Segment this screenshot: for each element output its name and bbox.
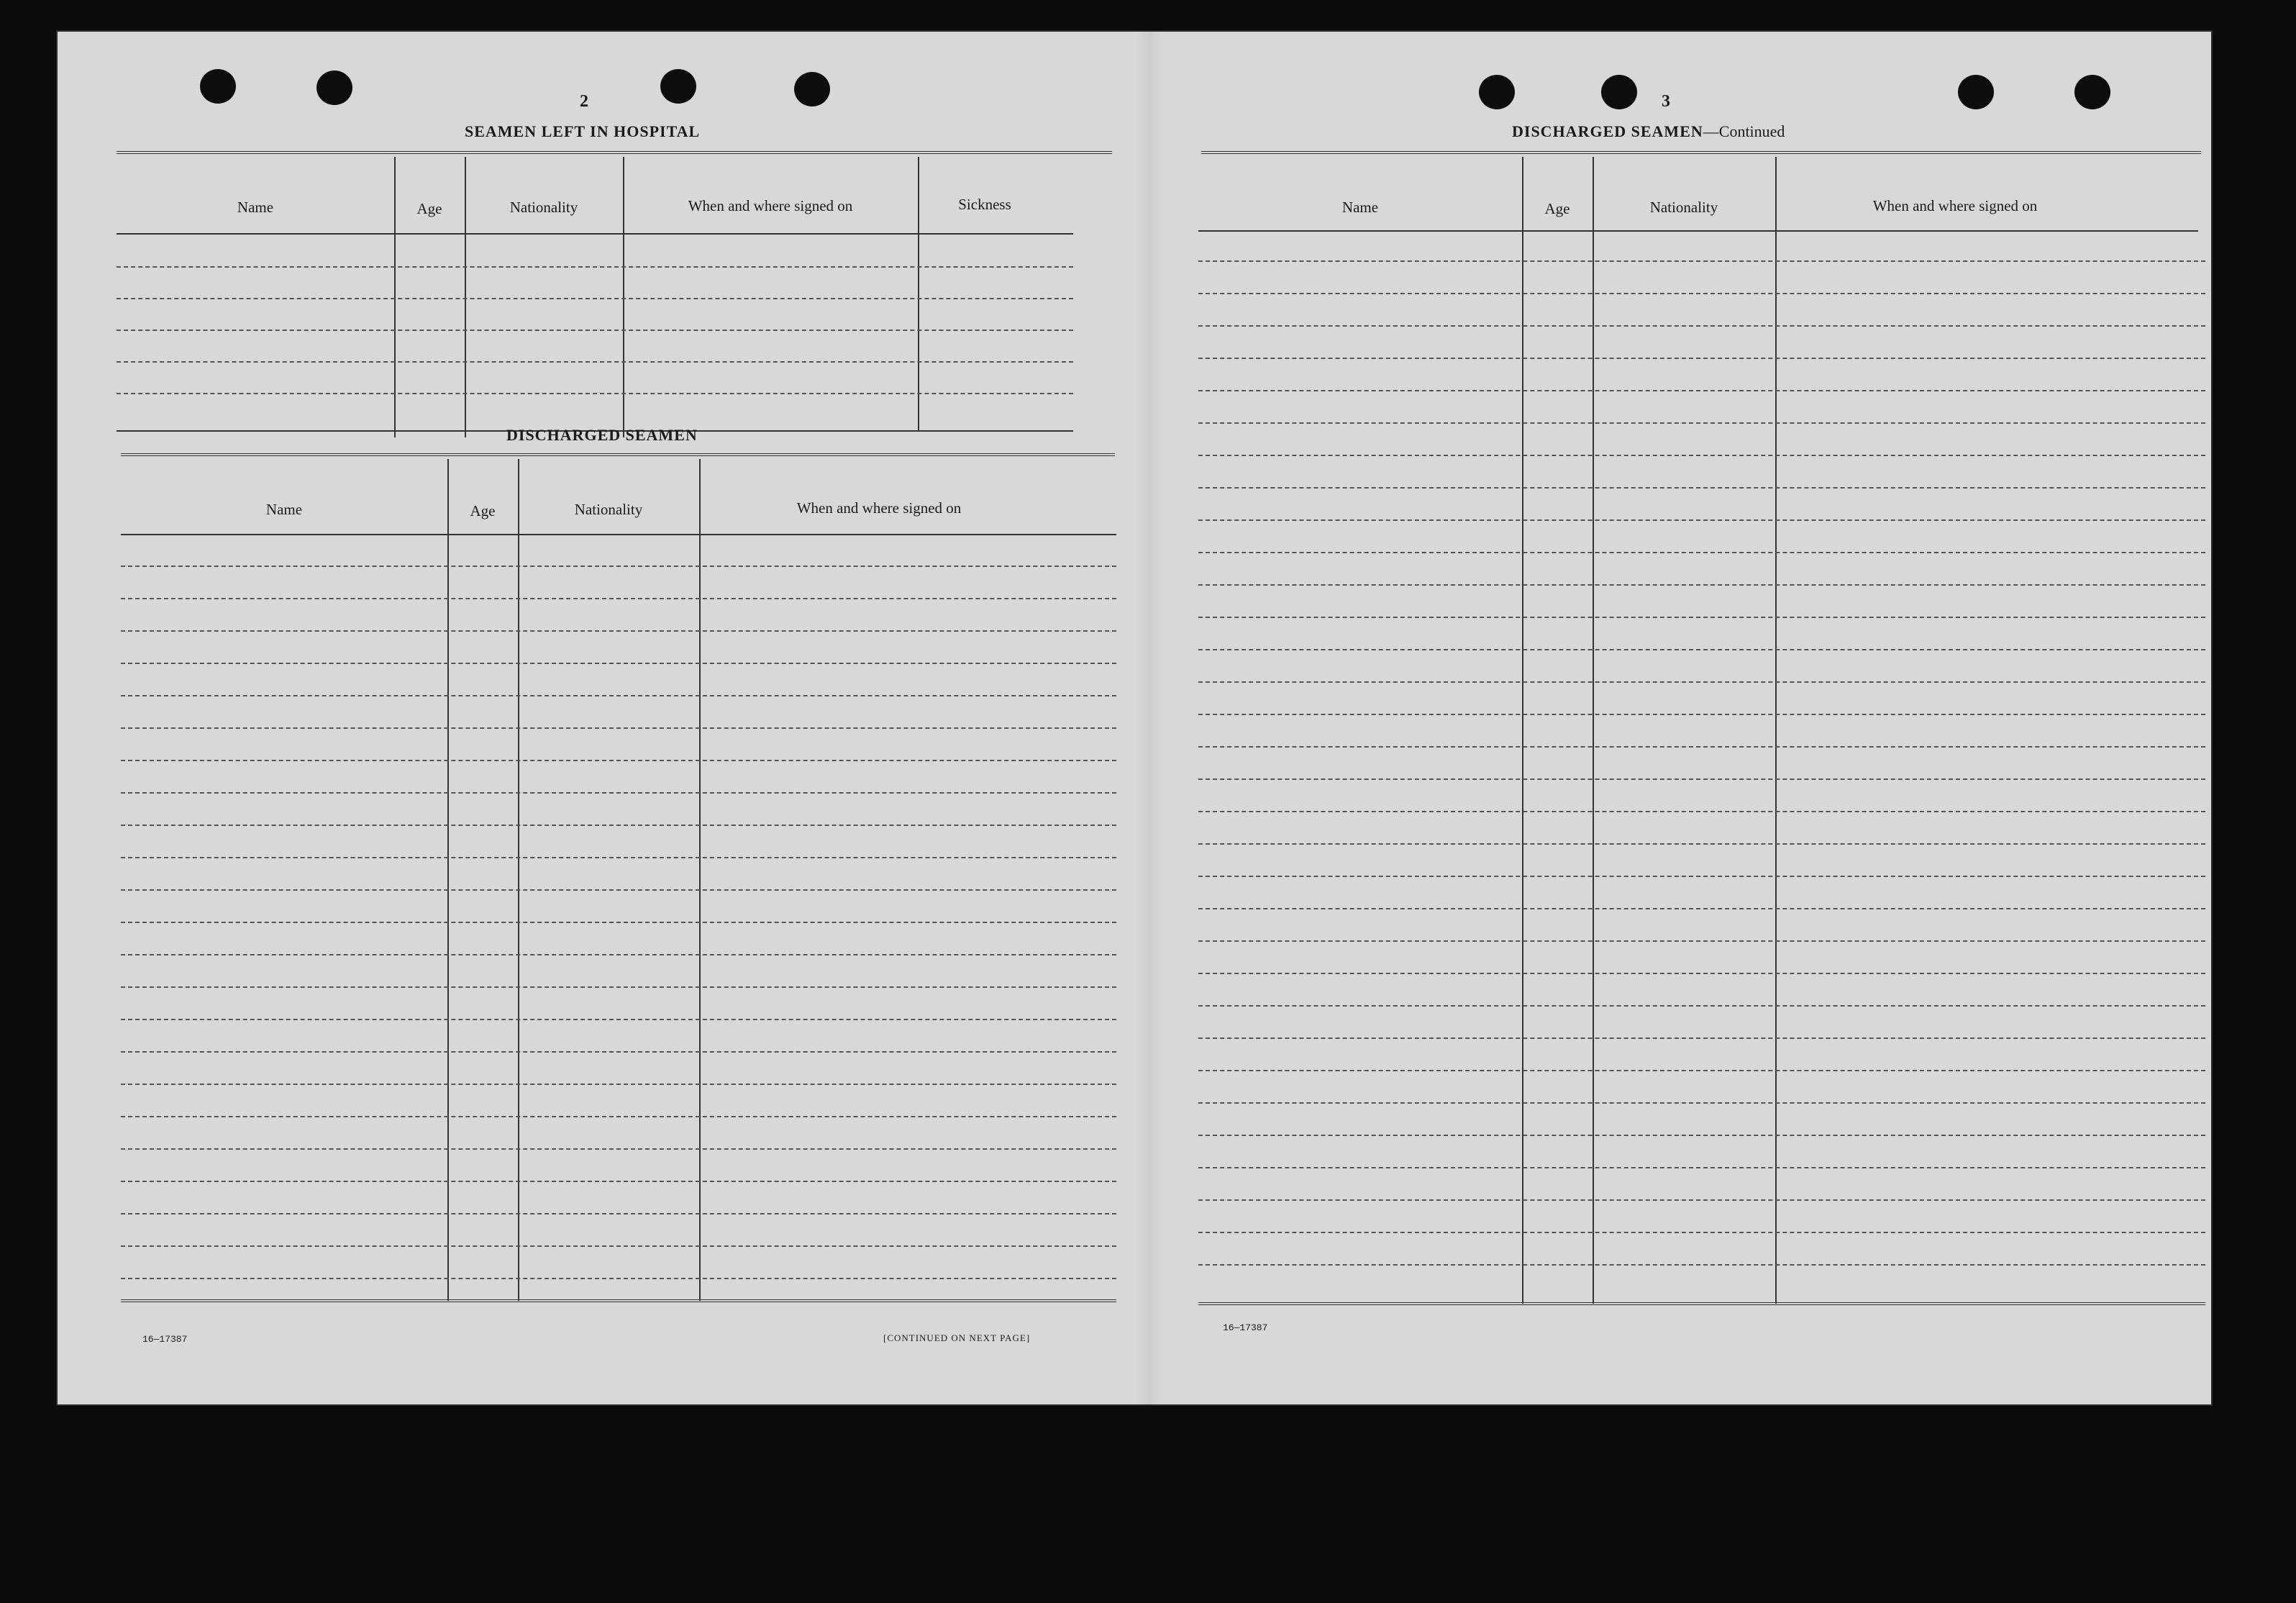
- entry-line: [1198, 778, 2205, 780]
- col-divider: [394, 157, 396, 437]
- entry-line: [1198, 714, 2205, 715]
- entry-line: [1198, 390, 2205, 391]
- entry-line: [121, 1019, 1116, 1020]
- col-divider: [1593, 157, 1594, 1304]
- discharged-table-left: [121, 459, 1116, 1322]
- entry-line: [1198, 1102, 2205, 1104]
- entry-line: [121, 1148, 1116, 1150]
- entry-line: [121, 889, 1116, 891]
- entry-line: [121, 1278, 1116, 1279]
- entry-line: [1198, 325, 2205, 327]
- col-divider: [447, 459, 449, 1301]
- title-rule: [121, 453, 1115, 456]
- entry-line: [121, 825, 1116, 826]
- title-continued: —Continued: [1703, 122, 1785, 140]
- entry-line: [1198, 1232, 2205, 1233]
- entry-line: [1198, 1264, 2205, 1266]
- punch-hole: [1479, 75, 1515, 109]
- entry-line: [1198, 584, 2205, 586]
- col-header-signed-on: When and where signed on: [688, 197, 853, 214]
- entry-line: [1198, 681, 2205, 683]
- discharged-table-right: [1198, 157, 2205, 1337]
- entry-line: [121, 1116, 1116, 1117]
- col-header-signed-on: When and where signed on: [1872, 197, 2038, 214]
- title-rule: [117, 151, 1112, 154]
- entry-line: [121, 695, 1116, 696]
- col-header-signed-on: When and where signed on: [796, 499, 962, 517]
- col-divider: [699, 459, 701, 1301]
- entry-line: [1198, 649, 2205, 650]
- entry-line: [121, 630, 1116, 632]
- header-rule: [121, 534, 1116, 535]
- page-number-right: 3: [1662, 92, 1670, 111]
- punch-hole: [660, 69, 696, 104]
- entry-line: [1198, 940, 2205, 942]
- entry-line: [1198, 1070, 2205, 1071]
- section-title-discharged-continued: [1512, 122, 1785, 141]
- col-divider: [918, 157, 919, 430]
- col-header-age: Age: [470, 502, 496, 519]
- col-divider: [465, 157, 466, 437]
- entry-line: [117, 330, 1073, 331]
- entry-line: [1198, 908, 2205, 909]
- entry-line: [121, 663, 1116, 664]
- punch-hole: [200, 69, 236, 104]
- entry-line: [117, 266, 1073, 268]
- header-rule: [1198, 230, 2198, 232]
- entry-line: [121, 922, 1116, 923]
- entry-line: [1198, 1199, 2205, 1201]
- col-header-name: Name: [237, 199, 274, 216]
- hospital-table: [117, 157, 1116, 437]
- section-title-hospital: SEAMEN LEFT IN HOSPITAL: [465, 122, 701, 140]
- title-rule: [1201, 151, 2201, 154]
- col-header-age: Age: [1544, 200, 1570, 217]
- punch-hole: [794, 72, 830, 106]
- continued-note: [CONTINUED ON NEXT PAGE]: [883, 1332, 1031, 1343]
- punch-hole: [1958, 75, 1994, 109]
- col-divider: [1775, 157, 1777, 1304]
- entry-line: [121, 598, 1116, 599]
- entry-line: [1198, 519, 2205, 521]
- entry-line: [121, 760, 1116, 761]
- table-bottom-rule: [121, 1299, 1116, 1302]
- col-divider: [1522, 157, 1523, 1304]
- form-code-right: 16—17387: [1223, 1322, 1268, 1333]
- entry-line: [1198, 973, 2205, 974]
- header-rule: [117, 233, 1073, 235]
- entry-line: [121, 1084, 1116, 1085]
- entry-line: [1198, 811, 2205, 812]
- entry-line: [121, 1213, 1116, 1214]
- col-header-name: Name: [1341, 199, 1379, 216]
- entry-line: [1198, 422, 2205, 424]
- entry-line: [1198, 1037, 2205, 1039]
- entry-line: [1198, 843, 2205, 845]
- entry-line: [1198, 455, 2205, 456]
- entry-line: [1198, 746, 2205, 748]
- col-header-nationality: Nationality: [1649, 199, 1718, 216]
- entry-line: [121, 1181, 1116, 1182]
- entry-line: [1198, 1005, 2205, 1007]
- punch-hole: [1601, 75, 1637, 109]
- punch-hole: [316, 71, 352, 105]
- entry-line: [121, 727, 1116, 729]
- entry-line: [117, 393, 1073, 394]
- entry-line: [121, 1051, 1116, 1053]
- page-fold: [1135, 30, 1164, 1406]
- form-code-left: 16—17387: [142, 1334, 188, 1345]
- col-divider: [623, 157, 624, 437]
- col-header-name: Name: [265, 501, 303, 518]
- entry-line: [121, 566, 1116, 567]
- entry-line: [121, 986, 1116, 988]
- entry-line: [1198, 260, 2205, 262]
- entry-line: [121, 1245, 1116, 1247]
- document-sheet: [56, 30, 2213, 1406]
- entry-line: [121, 954, 1116, 955]
- table-bottom-rule: [1198, 1302, 2205, 1305]
- entry-line: [1198, 1135, 2205, 1136]
- entry-line: [121, 792, 1116, 794]
- section-title-discharged: DISCHARGED SEAMEN: [506, 426, 698, 444]
- entry-line: [1198, 487, 2205, 489]
- entry-line: [1198, 293, 2205, 294]
- punch-hole: [2074, 75, 2110, 109]
- entry-line: [1198, 552, 2205, 553]
- entry-line: [121, 857, 1116, 858]
- entry-line: [1198, 876, 2205, 877]
- col-header-age: Age: [416, 200, 442, 217]
- page-number-left: 2: [580, 92, 588, 111]
- entry-line: [1198, 617, 2205, 618]
- entry-line: [1198, 358, 2205, 359]
- entry-line: [117, 298, 1073, 299]
- col-divider: [518, 459, 519, 1301]
- entry-line: [1198, 1167, 2205, 1168]
- title-main: DISCHARGED SEAMEN: [1512, 122, 1703, 140]
- col-header-nationality: Nationality: [574, 501, 643, 518]
- col-header-sickness: Sickness: [958, 196, 1011, 213]
- col-header-nationality: Nationality: [509, 199, 578, 216]
- entry-line: [117, 361, 1073, 363]
